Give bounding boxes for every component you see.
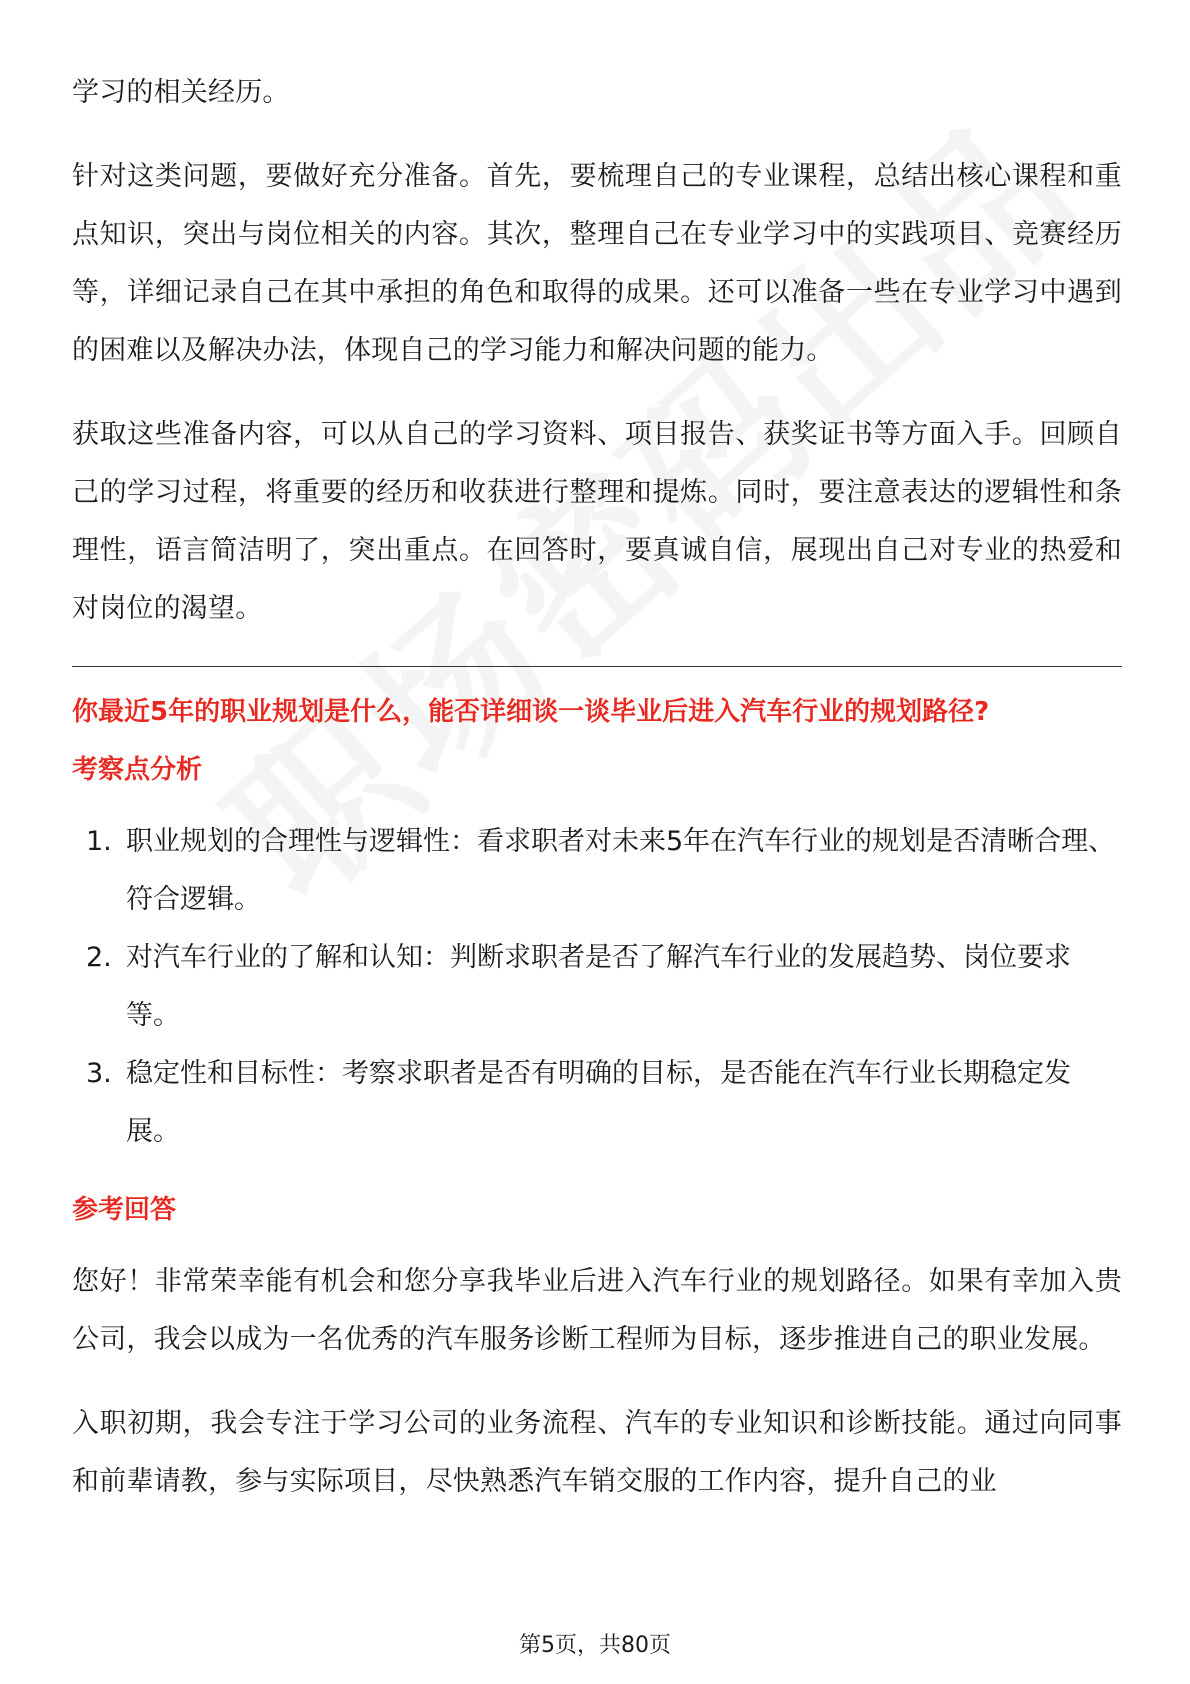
- page-number-footer: 第5页，共80页: [519, 1633, 671, 1658]
- analysis-item-number: 2.: [86, 942, 112, 973]
- paragraph-continuation: 学习的相关经历。: [72, 77, 290, 108]
- analysis-item: [72, 1045, 1122, 1161]
- paragraph-preparation: 针对这类问题，要做好充分准备。首先，要梳理自己的专业课程，总结出核心课程和重点知识，突出与岗位相关的内容。其次，整理自己在专业学习中的实践项目、竞赛经历等，详细记录自己在其中承担的角色和取得的成果。还可以准备一些在专业学习中遇到的困难以及解决办法，体现自己的学习能力和解决问题的能力。: [72, 161, 1122, 366]
- paragraph-sources: 获取这些准备内容，可以从自己的学习资料、项目报告、获奖证书等方面入手。回顾自己的学习过程，将重要的经历和收获进行整理和提炼。同时，要注意表达的逻辑性和条理性，语言简洁明了，突出重点。在回答时，要真诚自信，展现出自己对专业的热爱和对岗位的渴望。: [72, 419, 1122, 624]
- analysis-heading: 考察点分析: [72, 755, 203, 785]
- analysis-item-text: 职业规划的合理性与逻辑性：看求职者对未来5年在汽车行业的规划是否清晰合理、符合逻辑。: [126, 826, 1116, 915]
- answer-paragraph: 入职初期，我会专注于学习公司的业务流程、汽车的专业知识和诊断技能。通过向同事和前辈请教，参与实际项目，尽快熟悉汽车销交服的工作内容，提升自己的业: [72, 1408, 1122, 1497]
- page-content: [72, 64, 1122, 1537]
- analysis-item-number: 3.: [86, 1058, 112, 1089]
- section-divider: [72, 666, 1122, 667]
- answer-heading: 参考回答: [72, 1195, 177, 1225]
- analysis-item: [72, 813, 1122, 929]
- analysis-list: [72, 813, 1122, 1161]
- answer-paragraph: 您好！非常荣幸能有机会和您分享我毕业后进入汽车行业的规划路径。如果有幸加入贵公司，我会以成为一名优秀的汽车服务诊断工程师为目标，逐步推进自己的职业发展。: [72, 1266, 1122, 1355]
- question-heading: 你最近5年的职业规划是什么，能否详细谈一谈毕业后进入汽车行业的规划路径?: [72, 697, 990, 727]
- analysis-item-text: 对汽车行业的了解和认知：判断求职者是否了解汽车行业的发展趋势、岗位要求等。: [126, 942, 1071, 1031]
- analysis-item-text: 稳定性和目标性：考察求职者是否有明确的目标，是否能在汽车行业长期稳定发展。: [126, 1058, 1071, 1147]
- analysis-item: [72, 929, 1122, 1045]
- analysis-item-number: 1.: [86, 826, 112, 857]
